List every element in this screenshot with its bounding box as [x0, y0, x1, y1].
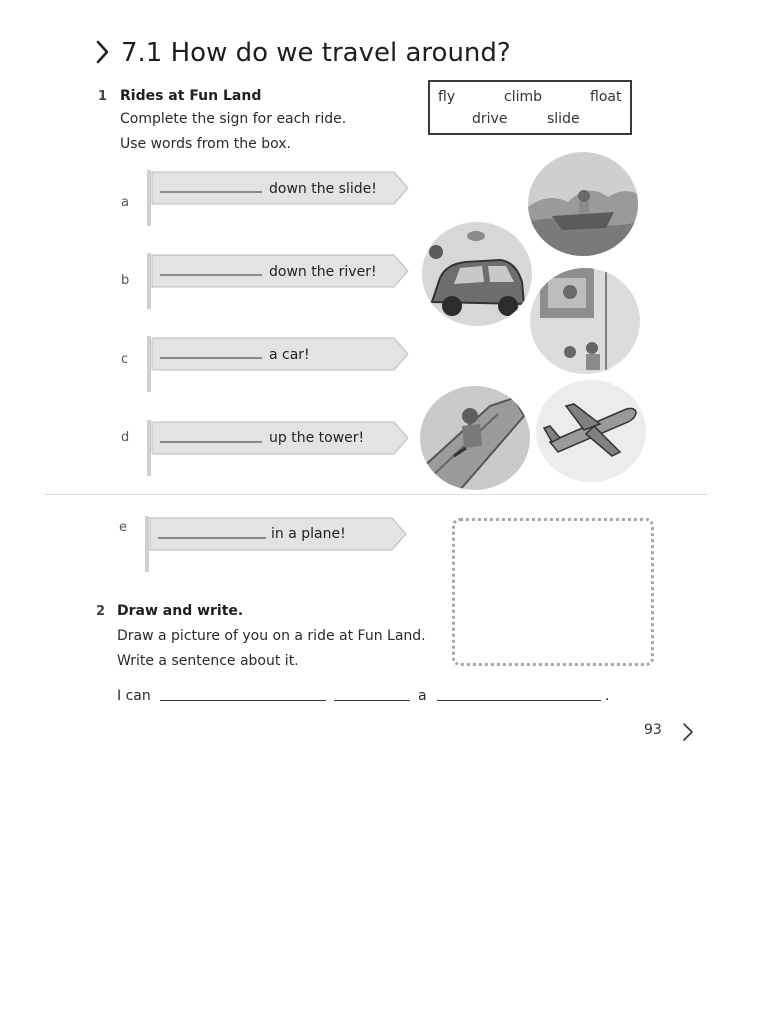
answer-blank[interactable] — [334, 700, 410, 701]
word-box-item: drive — [472, 111, 508, 127]
sentence-middle: a — [418, 688, 427, 704]
word-box — [428, 80, 632, 135]
signpost — [144, 334, 414, 392]
exercise-1-heading: Rides at Fun Land — [120, 88, 262, 104]
chevron-right-icon — [682, 722, 694, 742]
sign-text: in a plane! — [271, 526, 346, 542]
sign-text: down the slide! — [269, 181, 377, 197]
boat-illustration — [528, 152, 638, 256]
exercise-2-number: 2 — [96, 604, 106, 619]
exercise-1-instruction: Complete the sign for each ride. — [120, 111, 347, 127]
tower-illustration — [530, 268, 640, 374]
exercise-1-instruction: Use words from the box. — [120, 136, 291, 152]
sign-text: up the tower! — [269, 430, 365, 446]
item-letter: a — [121, 195, 129, 210]
word-box-item: fly — [438, 89, 456, 105]
sign-text: a car! — [269, 347, 310, 363]
item-letter: e — [119, 520, 127, 535]
signpost — [144, 168, 414, 226]
item-letter: d — [121, 430, 130, 445]
signpost — [144, 251, 414, 309]
signpost — [142, 514, 412, 572]
exercise-1-number: 1 — [98, 89, 108, 104]
exercise-2-instruction: Draw a picture of you on a ride at Fun Land. — [117, 628, 426, 644]
page-number: 93 — [644, 722, 662, 738]
plane-illustration — [536, 380, 646, 482]
drawing-box[interactable] — [452, 518, 654, 666]
item-letter: b — [121, 273, 130, 288]
sentence-end: . — [605, 688, 610, 704]
car-illustration — [422, 222, 532, 326]
item-letter: c — [121, 352, 129, 367]
word-box-item: slide — [547, 111, 580, 127]
exercise-2-heading: Draw and write. — [117, 603, 244, 619]
word-box-item: float — [590, 89, 622, 105]
slide-illustration — [420, 386, 530, 490]
sentence-start: I can — [117, 688, 151, 704]
answer-blank[interactable] — [160, 700, 326, 701]
page-title: 7.1 How do we travel around? — [121, 38, 511, 68]
page-divider — [44, 494, 708, 495]
word-box-item: climb — [504, 89, 543, 105]
chevron-right-icon — [94, 36, 112, 68]
sign-text: down the river! — [269, 264, 377, 280]
signpost — [144, 418, 414, 476]
exercise-2-instruction: Write a sentence about it. — [117, 653, 299, 669]
answer-blank[interactable] — [437, 700, 601, 701]
